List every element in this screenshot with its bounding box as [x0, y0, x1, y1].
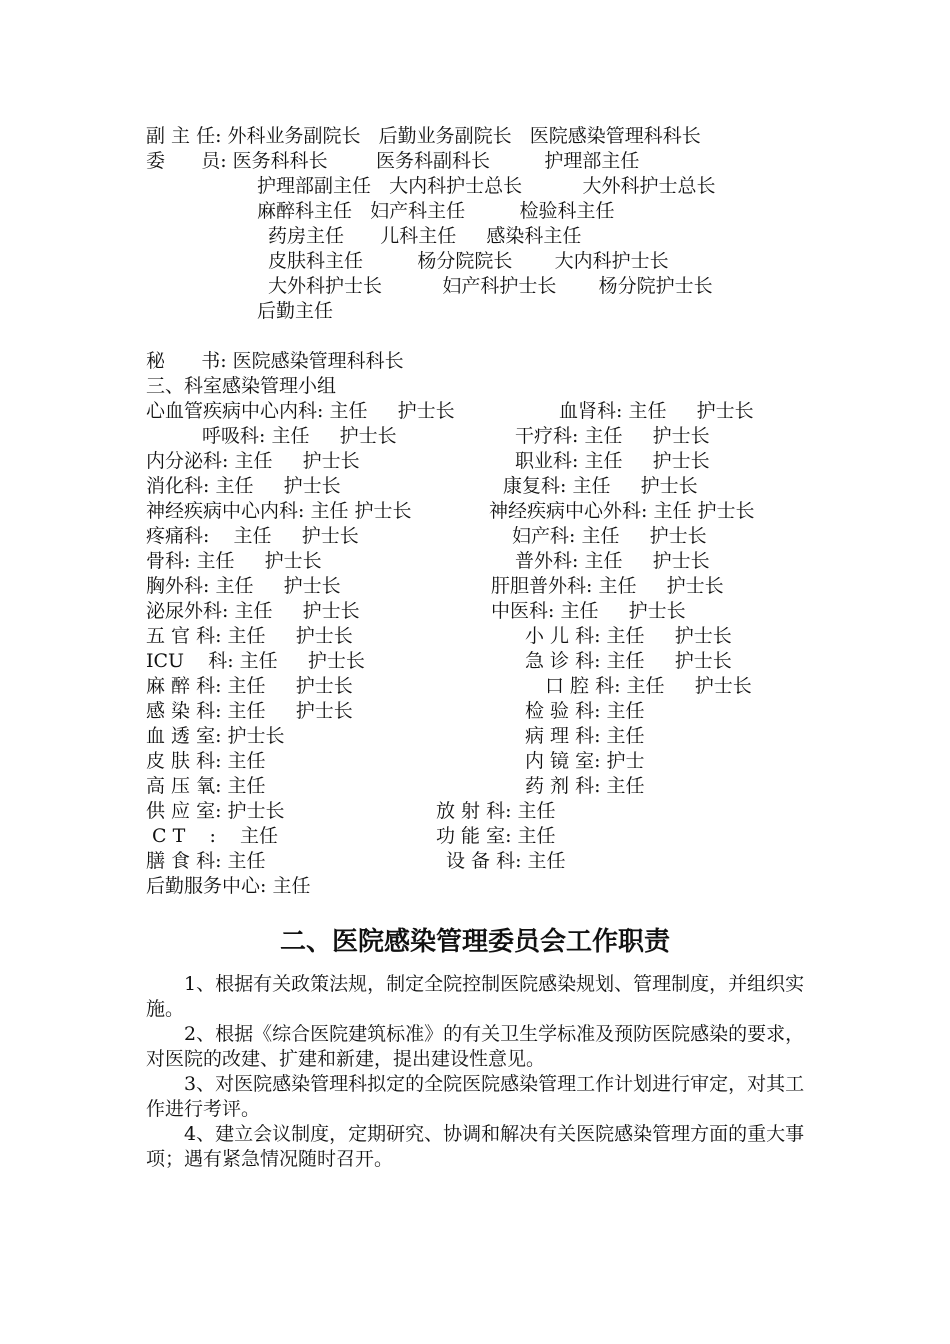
- dept-row-left: 高 压 氧: 主任: [146, 775, 266, 797]
- dept-row-left: 皮 肤 科: 主任: [146, 750, 266, 772]
- dept-row-right: 血肾科: 主任 护士长: [559, 400, 754, 422]
- dept-row-left: C T : 主任: [146, 825, 279, 847]
- dept-row-right: 中医科: 主任 护士长: [491, 600, 686, 622]
- dept-row-right: 小 儿 科: 主任 护士长: [525, 625, 732, 647]
- dept-row-left: 疼痛科: 主任 护士长: [146, 525, 359, 547]
- dept-row-right: 功 能 室: 主任: [436, 825, 556, 847]
- dept-row-right: 肝胆普外科: 主任 护士长: [491, 575, 724, 597]
- dept-row-right: 放 射 科: 主任: [436, 800, 556, 822]
- duty-paragraph-2: 2、根据《综合医院建筑标准》的有关卫生学标准及预防医院感染的要求，对医院的改建、扩建和新建，提出建设性意见。: [146, 1023, 805, 1070]
- dept-row-right: 内 镜 室: 护士: [525, 750, 645, 772]
- members-line-5: 皮肤科主任 杨分院院长 大内科护士长: [268, 250, 669, 272]
- secretary-line: 秘 书: 医院感染管理科科长: [146, 350, 404, 372]
- dept-row-left: 心血管疾病中心内科: 主任 护士长: [146, 400, 455, 422]
- dept-row-right: 普外科: 主任 护士长: [515, 550, 710, 572]
- dept-row-right: 检 验 科: 主任: [525, 700, 645, 722]
- dept-row-left: 血 透 室: 护士长: [146, 725, 285, 747]
- dept-row-right: 康复科: 主任 护士长: [503, 475, 698, 497]
- dept-row-left: 五 官 科: 主任 护士长: [146, 625, 353, 647]
- duty-paragraph-3: 3、对医院感染管理科拟定的全院医院感染管理工作计划进行审定，对其工作进行考评。: [146, 1073, 805, 1120]
- dept-row-left: 呼吸科: 主任 护士长: [202, 425, 397, 447]
- dept-row-left: 泌尿外科: 主任 护士长: [146, 600, 360, 622]
- duty-paragraph-4: 4、建立会议制度，定期研究、协调和解决有关医院感染管理方面的重大事项；遇有紧急情况随时召开。: [146, 1123, 805, 1170]
- members-line-6: 大外科护士长 妇产科护士长 杨分院护士长: [268, 275, 713, 297]
- dept-row-right: 职业科: 主任 护士长: [515, 450, 710, 472]
- dept-row-right: 设 备 科: 主任: [446, 850, 566, 872]
- members-line-1: 委 员: 医务科科长 医务科副科长 护理部主任: [146, 150, 640, 172]
- dept-row-left: 感 染 科: 主任 护士长: [146, 700, 353, 722]
- dept-row-right: 妇产科: 主任 护士长: [512, 525, 707, 547]
- dept-row-left: 麻 醉 科: 主任 护士长: [146, 675, 353, 697]
- dept-row-left: 供 应 室: 护士长: [146, 800, 285, 822]
- dept-row-left: ICU 科: 主任 护士长: [146, 650, 365, 672]
- section2-title: 二、医院感染管理委员会工作职责: [279, 927, 670, 957]
- members-line-4: 药房主任 儿科主任 感染科主任: [268, 225, 582, 247]
- dept-row-left: 神经疾病中心内科: 主任 护士长: [146, 500, 412, 522]
- members-line-3: 麻醉科主任 妇产科主任 检验科主任: [257, 200, 615, 222]
- dept-row-right: 药 剂 科: 主任: [525, 775, 645, 797]
- dept-row-left: 后勤服务中心: 主任: [146, 875, 311, 897]
- dept-row-right: 干疗科: 主任 护士长: [515, 425, 710, 447]
- dept-row-right: 病 理 科: 主任: [525, 725, 645, 747]
- vice-director-line: 副 主 任: 外科业务副院长 后勤业务副院长 医院感染管理科科长: [146, 125, 701, 147]
- dept-row-right: 神经疾病中心外科: 主任 护士长: [489, 500, 755, 522]
- members-line-2: 护理部副主任 大内科护士总长 大外科护士总长: [257, 175, 716, 197]
- dept-row-left: 膳 食 科: 主任: [146, 850, 266, 872]
- dept-row-right: 口 腔 科: 主任 护士长: [545, 675, 752, 697]
- section3-heading: 三、科室感染管理小组: [146, 375, 337, 397]
- dept-row-left: 消化科: 主任 护士长: [146, 475, 341, 497]
- dept-row-left: 胸外科: 主任 护士长: [146, 575, 341, 597]
- dept-row-left: 骨科: 主任 护士长: [146, 550, 322, 572]
- dept-row-left: 内分泌科: 主任 护士长: [146, 450, 360, 472]
- duty-paragraph-1: 1、根据有关政策法规，制定全院控制医院感染规划、管理制度，并组织实施。: [146, 973, 805, 1020]
- members-line-7: 后勤主任: [257, 300, 334, 322]
- dept-row-right: 急 诊 科: 主任 护士长: [525, 650, 732, 672]
